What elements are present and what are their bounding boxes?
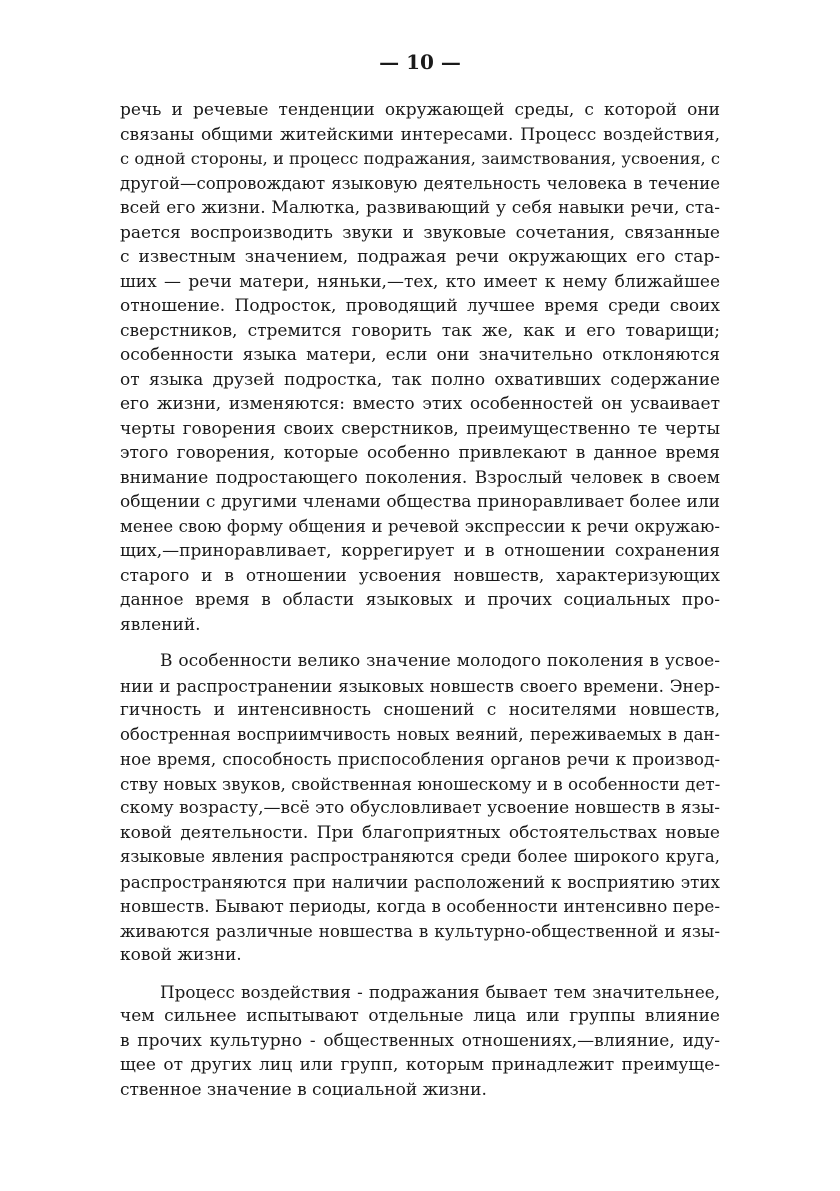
text-line: распространяются при наличии расположений к восприятию этих [120, 871, 720, 892]
paragraph-2 [120, 649, 720, 968]
text-line: ное время, способность приспособления органов речи к производ- [120, 749, 720, 769]
text-line: особенности языка матери, если они значительно отклоняются [120, 345, 720, 365]
text-line: ственное значение в социальной жизни. [120, 1079, 487, 1100]
text-line: менее свою форму общения и речевой экспрессии к речи окружаю- [120, 516, 720, 536]
text-line: щее от других лиц или групп, которым принадлежит преимуще- [120, 1055, 720, 1075]
text-line: нии и распространении языковых новшеств своего времени. Энер- [120, 675, 720, 696]
text-line: связаны общими житейскими интересами. Процесс воздействия, [120, 124, 720, 145]
text-line: в прочих культурно - общественных отношениях,—влияние, иду- [120, 1030, 720, 1051]
text-line: с одной стороны, и процесс подражания, заимствования, усвоения, с [120, 149, 720, 168]
text-line: Процесс воздействия - подражания бывает тем значительнее, [160, 981, 720, 1002]
text-line: отношение. Подросток, проводящий лучшее время среди своих [120, 296, 720, 316]
text-line: рается воспроизводить звуки и звуковые сочетания, связанные [120, 222, 720, 243]
text-line: с известным значением, подражая речи окружающих его стар- [120, 247, 720, 267]
body-text [120, 98, 720, 1114]
text-line: щих,—приноравливает, коррегирует и в отношении сохранения [120, 541, 720, 561]
paragraph-1 [120, 98, 720, 637]
text-line: черты говорения своих сверстников, преимущественно те черты [120, 418, 720, 439]
text-line: ших — речи матери, няньки,—тех, кто имеет к нему ближайшее [120, 271, 720, 292]
text-line: ковой жизни. [120, 945, 242, 965]
text-line: В особенности велико значение молодого поколения в усвое- [160, 651, 720, 671]
text-line: другой—сопровождают языковую деятельность человека в течение [120, 173, 720, 193]
text-line: ковой деятельности. При благоприятных обстоятельствах новые [120, 822, 720, 843]
text-line: живаются различные новшества в культурно-общественной и язы- [120, 920, 720, 941]
text-line: речь и речевые тенденции окружающей среды, с которой они [120, 100, 720, 120]
text-line: новшеств. Бывают периоды, когда в особенности интенсивно пере- [120, 896, 720, 916]
text-line: этого говорения, которые особенно привлекают в данное время [120, 443, 720, 463]
text-line: данное время в области языковых и прочих социальных про- [120, 590, 720, 610]
text-line: его жизни, изменяются: вместо этих особенностей он усваивает [120, 394, 720, 414]
text-line: явлений. [120, 614, 201, 635]
text-line: языковые явления распространяются среди более широкого круга, [120, 847, 720, 866]
text-line: внимание подростающего поколения. Взрослый человек в своем [120, 467, 720, 488]
text-line: обостренная восприимчивость новых веяний, переживаемых в дан- [120, 724, 720, 744]
text-line: всей его жизни. Малютка, развивающий у себя навыки речи, ста- [120, 198, 720, 218]
paragraph-3 [120, 980, 720, 1103]
text-line: общении с другими членами общества приноравливает более или [120, 492, 720, 512]
text-line: ству новых звуков, свойственная юношескому и в особенности дет- [120, 773, 721, 794]
text-line: скому возрасту,—всё это обусловливает усвоение новшеств в язы- [120, 798, 720, 818]
text-line: старого и в отношении усвоения новшеств, характеризующих [120, 565, 720, 586]
text-line: от языка друзей подростка, так полно охвативших содержание [120, 369, 720, 390]
page-number: — 10 — [379, 50, 461, 74]
text-line: чем сильнее испытывают отдельные лица или группы влияние [120, 1006, 720, 1026]
text-line: сверстников, стремится говорить так же, как и его товарищи; [120, 320, 720, 341]
text-line: гичность и интенсивность сношений с носителями новшеств, [120, 700, 720, 720]
